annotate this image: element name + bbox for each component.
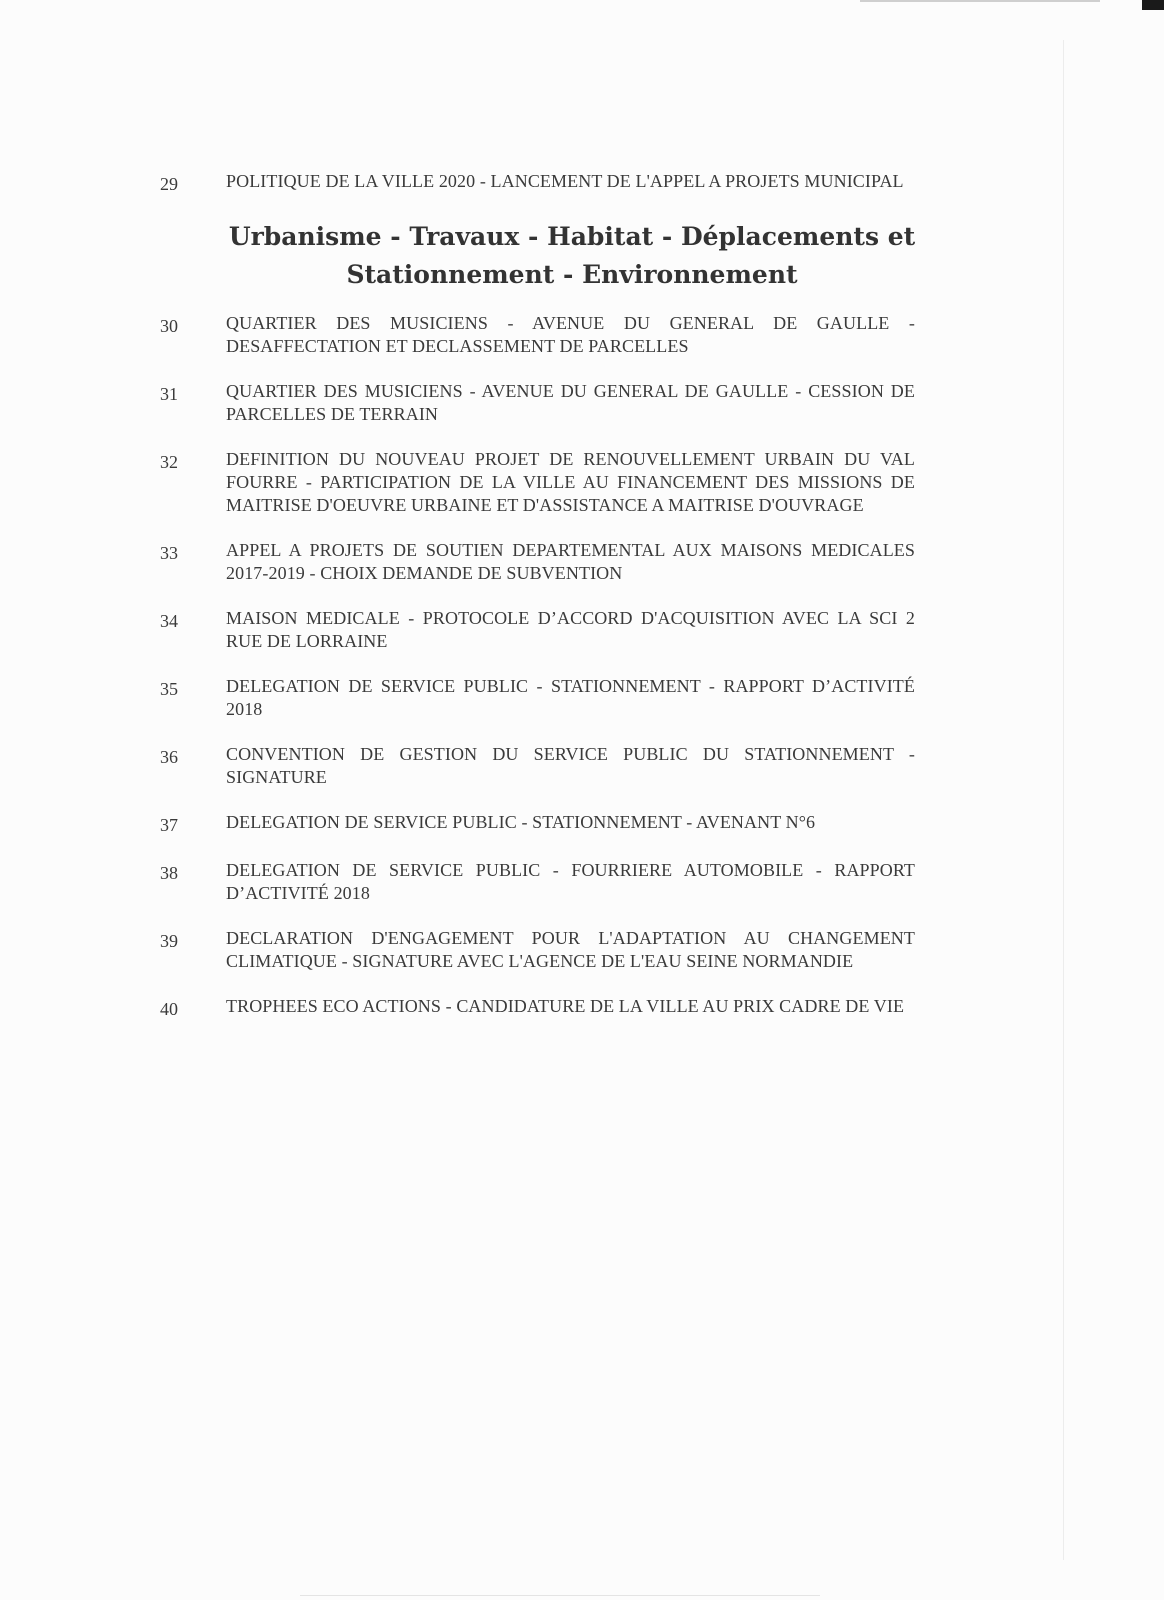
scan-artifact-bottom-line [300, 1595, 820, 1596]
agenda-item-number: 29 [160, 174, 178, 194]
agenda-item-38 [160, 859, 915, 905]
agenda-item-40 [160, 995, 915, 1021]
agenda-item-text: APPEL A PROJETS DE SOUTIEN DEPARTEMENTAL AUX MAISONS MEDICALES 2017-2019 - CHOIX DEMANDE DE SUBVENTION [226, 540, 915, 583]
agenda-item-33 [160, 539, 915, 585]
agenda-item-number: 34 [160, 611, 178, 631]
agenda-item-number: 37 [160, 815, 178, 835]
section-heading-line-1: Urbanisme - Travaux - Habitat - Déplacements et [228, 222, 916, 251]
agenda-item-number: 31 [160, 384, 178, 404]
section-heading-line-2: Stationnement - Environnement [346, 260, 798, 289]
agenda-item-number: 35 [160, 679, 178, 699]
agenda-item-number: 33 [160, 543, 178, 563]
agenda-item-number: 39 [160, 931, 178, 951]
agenda-item-number: 36 [160, 747, 178, 767]
agenda-item-text: DELEGATION DE SERVICE PUBLIC - STATIONNEMENT - RAPPORT D’ACTIVITÉ 2018 [226, 676, 915, 719]
agenda-item-32 [160, 448, 915, 517]
agenda-item-29 [160, 170, 915, 196]
scan-artifact-right-edge [1063, 40, 1064, 1560]
agenda-item-37 [160, 811, 915, 837]
agenda-item-30 [160, 312, 915, 358]
agenda-list [160, 170, 915, 1043]
agenda-item-number: 40 [160, 999, 178, 1019]
agenda-item-34 [160, 607, 915, 653]
agenda-item-31 [160, 380, 915, 426]
agenda-item-text: TROPHEES ECO ACTIONS - CANDIDATURE DE LA VILLE AU PRIX CADRE DE VIE [226, 996, 905, 1016]
agenda-item-number: 30 [160, 316, 178, 336]
agenda-item-39 [160, 927, 915, 973]
agenda-item-text: MAISON MEDICALE - PROTOCOLE D’ACCORD D'ACQUISITION AVEC LA SCI 2 RUE DE LORRAINE [226, 608, 915, 651]
agenda-item-36 [160, 743, 915, 789]
scan-artifact-corner [1142, 0, 1164, 10]
agenda-item-text: DECLARATION D'ENGAGEMENT POUR L'ADAPTATION AU CHANGEMENT CLIMATIQUE - SIGNATURE AVEC L'AGENCE DE L'EAU SEINE NORMANDIE [226, 928, 915, 971]
agenda-item-number: 38 [160, 863, 178, 883]
agenda-item-text: POLITIQUE DE LA VILLE 2020 - LANCEMENT DE L'APPEL A PROJETS MUNICIPAL [226, 171, 904, 191]
agenda-item-text: QUARTIER DES MUSICIENS - AVENUE DU GENERAL DE GAULLE - CESSION DE PARCELLES DE TERRAIN [226, 381, 915, 424]
scan-artifact-top-line [860, 0, 1100, 2]
agenda-item-text: DELEGATION DE SERVICE PUBLIC - STATIONNEMENT - AVENANT N°6 [226, 812, 816, 832]
agenda-item-text: DELEGATION DE SERVICE PUBLIC - FOURRIERE AUTOMOBILE - RAPPORT D’ACTIVITÉ 2018 [226, 860, 915, 903]
agenda-item-text: CONVENTION DE GESTION DU SERVICE PUBLIC DU STATIONNEMENT - SIGNATURE [226, 744, 915, 787]
agenda-item-35 [160, 675, 915, 721]
section-heading [226, 218, 918, 294]
agenda-item-number: 32 [160, 452, 178, 472]
agenda-item-text: QUARTIER DES MUSICIENS - AVENUE DU GENERAL DE GAULLE - DESAFFECTATION ET DECLASSEMENT DE PARCELLES [226, 313, 915, 356]
agenda-item-text: DEFINITION DU NOUVEAU PROJET DE RENOUVELLEMENT URBAIN DU VAL FOURRE - PARTICIPATION DE LA VILLE AU FINANCEMENT DES MISSIONS DE MAITRISE D'OEUVRE URBAINE ET D'ASSISTANCE A MAITRISE D'OUVRAGE [226, 449, 915, 515]
